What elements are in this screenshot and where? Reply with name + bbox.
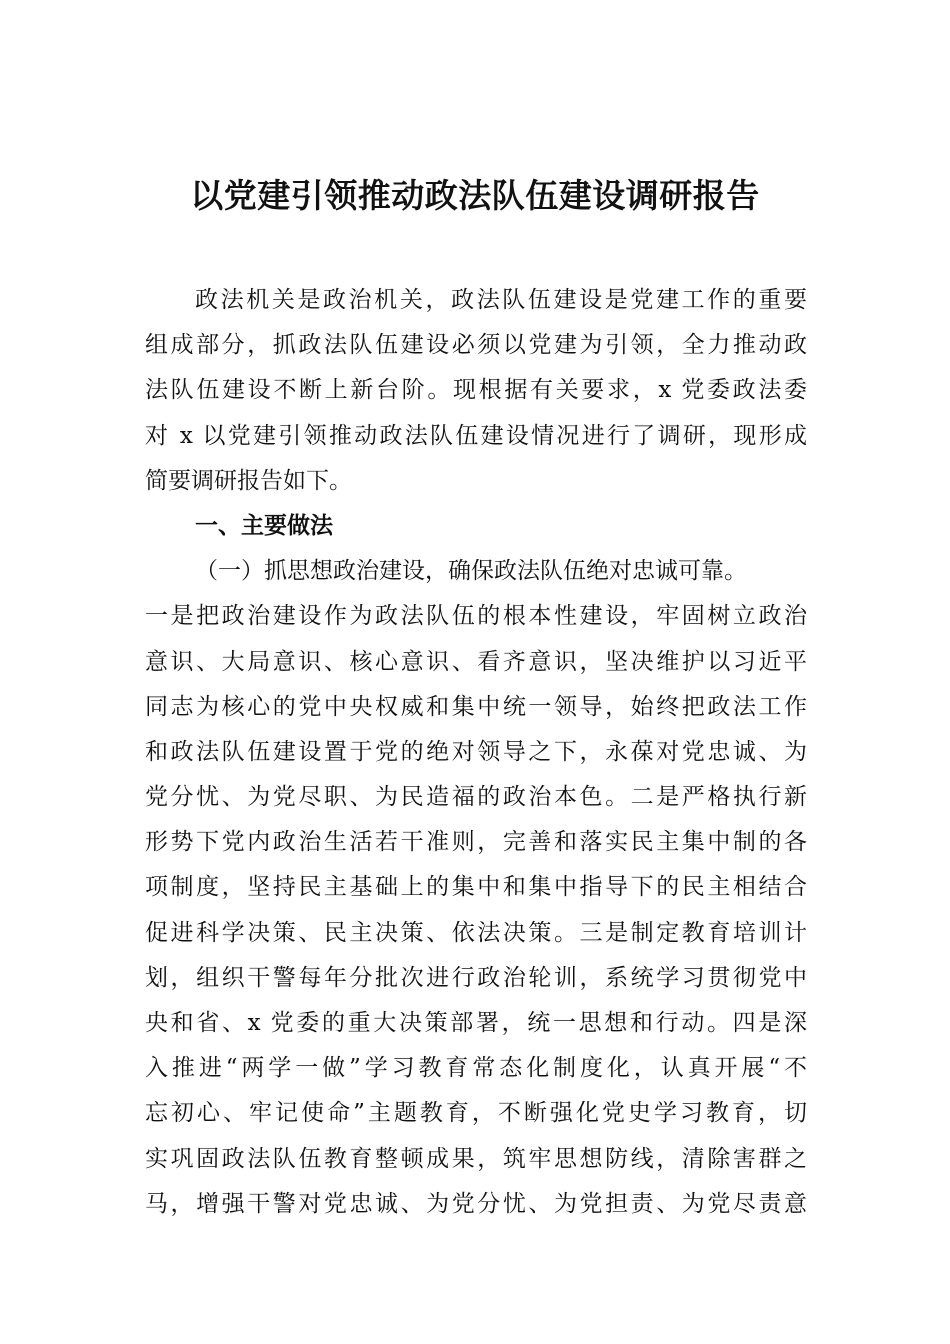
intro-line: 法队伍建设不断上新台阶。现根据有关要求，x 党委政法委 xyxy=(145,377,807,404)
subsection-line: 入推进“两学一做”学习教育常态化制度化，认真开展“不 xyxy=(145,1055,807,1082)
subsection-line: 意识、大局意识、核心意识、看齐意识，坚决维护以习近平 xyxy=(145,648,807,675)
subsection-line: 项制度，坚持民主基础上的集中和集中指导下的民主相结合 xyxy=(145,874,807,901)
subsection-line: 促进科学决策、民主决策、依法决策。三是制定教育培训计 xyxy=(145,919,807,946)
subsection-line: 和政法队伍建设置于党的绝对领导之下，永葆对党忠诚、为 xyxy=(145,738,807,765)
section-heading: 一、主要做法 xyxy=(195,512,333,539)
subsection-line: 一是把政治建设作为政法队伍的根本性建设，牢固树立政治 xyxy=(145,603,807,630)
subsection-line: 实巩固政法队伍教育整顿成果，筑牢思想防线，清除害群之 xyxy=(145,1145,807,1172)
document-title: 以党建引领推动政法队伍建设调研报告 xyxy=(190,176,760,215)
document-body xyxy=(145,278,807,1227)
intro-line: 对 x 以党建引领推动政法队伍建设情况进行了调研，现形成 xyxy=(145,422,807,449)
subsection-line: （一）抓思想政治建设，确保政法队伍绝对忠诚可靠。 xyxy=(195,558,747,585)
subsection-line: 马，增强干警对党忠诚、为党分忧、为党担责、为党尽责意 xyxy=(145,1190,807,1217)
subsection-line: 同志为核心的党中央权威和集中统一领导，始终把政法工作 xyxy=(145,693,807,720)
intro-line: 简要调研报告如下。 xyxy=(145,467,352,494)
subsection-line: 央和省、x 党委的重大决策部署，统一思想和行动。四是深 xyxy=(145,1010,807,1036)
intro-line: 政法机关是政治机关，政法队伍建设是党建工作的重要 xyxy=(195,287,807,313)
subsection-line: 党分忧、为党尽职、为民造福的政治本色。二是严格执行新 xyxy=(145,784,807,811)
intro-line: 组成部分，抓政法队伍建设必须以党建为引领，全力推动政 xyxy=(145,332,807,359)
subsection-paragraph xyxy=(145,549,807,1227)
subsection-line: 忘初心、牢记使命”主题教育，不断强化党史学习教育，切 xyxy=(145,1100,807,1127)
intro-paragraph xyxy=(145,278,807,504)
subsection-line: 划，组织干警每年分批次进行政治轮训，系统学习贯彻党中 xyxy=(145,964,807,991)
subsection-line: 形势下党内政治生活若干准则，完善和落实民主集中制的各 xyxy=(145,829,807,856)
